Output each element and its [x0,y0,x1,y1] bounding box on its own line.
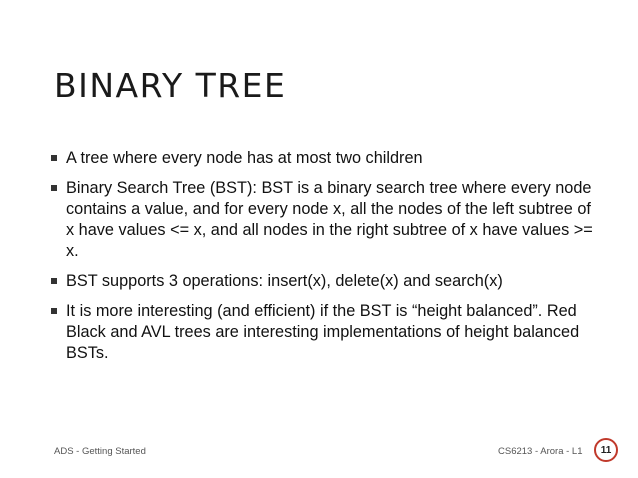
square-bullet-icon [51,155,57,161]
slide-title: BINARY TREE [54,66,287,105]
bullet-text: It is more interesting (and efficient) if the BST is “height balanced”. Red Black and AVL trees are interesting implementations of height balanced BSTs. [66,302,580,362]
bullet-item [50,301,595,364]
bullet-item [50,178,595,262]
page-number-badge: 11 [594,438,618,462]
square-bullet-icon [51,185,57,191]
footer-right-text: CS6213 - Arora - L1 [498,446,583,457]
square-bullet-icon [51,278,57,284]
bullet-item [50,271,595,292]
bullet-text: A tree where every node has at most two children [66,149,423,167]
bullet-text: BST supports 3 operations: insert(x), delete(x) and search(x) [66,272,503,290]
square-bullet-icon [51,308,57,314]
bullet-text: Binary Search Tree (BST): BST is a binary search tree where every node contains a value, and for every node x, all the nodes of the left subtree of x have values <= x, and all nodes in the right subtree of x have values >= x. [66,179,593,260]
bullet-list [50,148,595,373]
bullet-item [50,148,595,169]
footer-left-text: ADS - Getting Started [54,446,146,457]
